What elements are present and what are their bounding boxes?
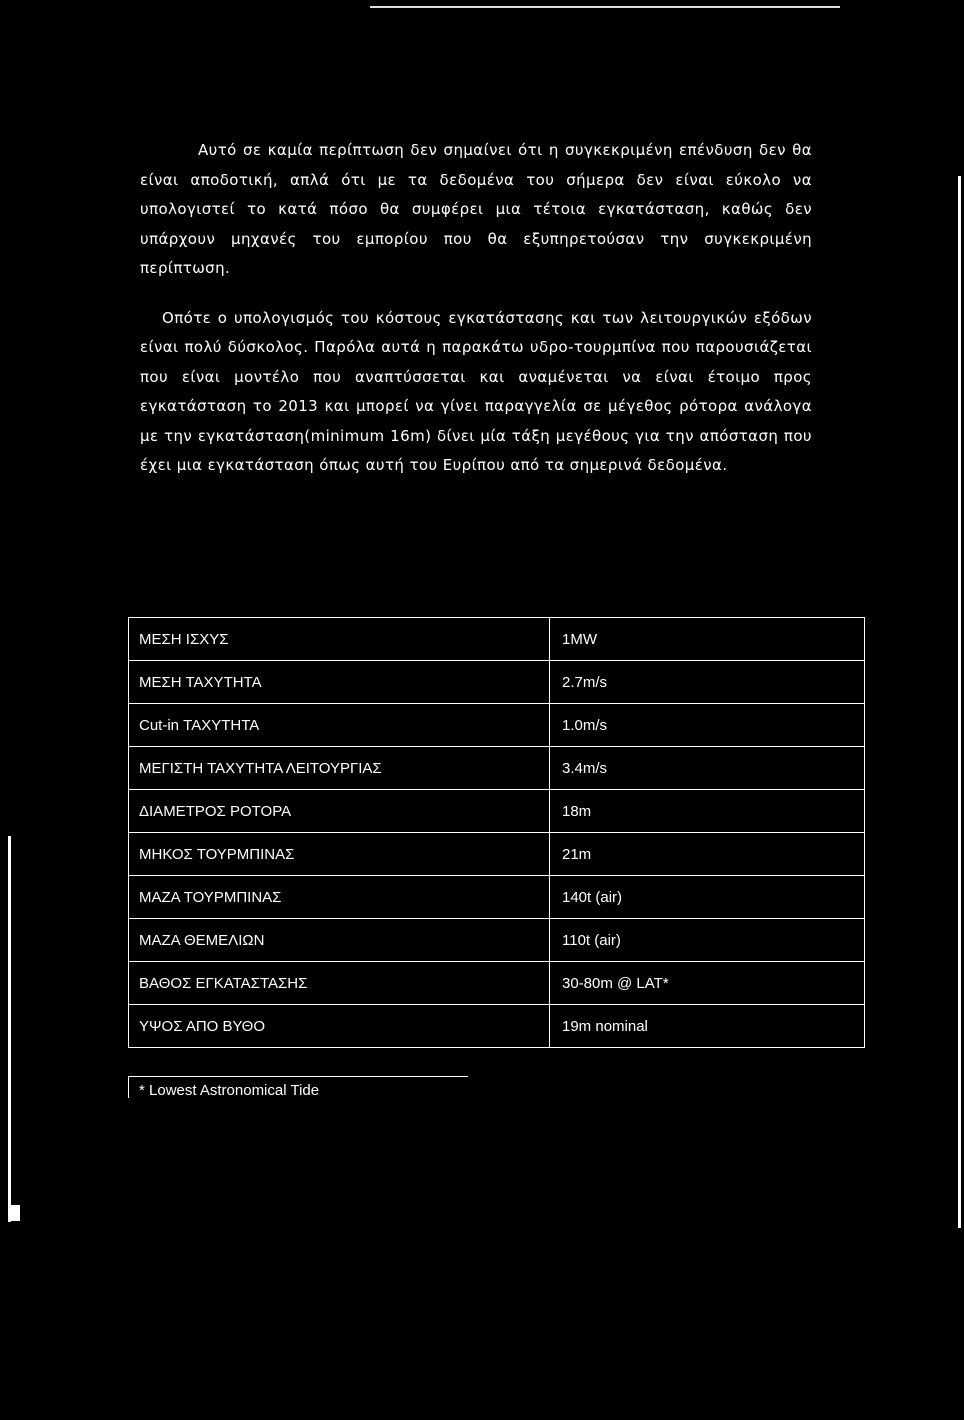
table-row xyxy=(129,747,865,790)
spec-value: 19m nominal xyxy=(550,1005,865,1048)
table-row xyxy=(129,919,865,962)
table-row xyxy=(129,618,865,661)
spec-value: 1MW xyxy=(550,618,865,661)
paragraph-1: Αυτό σε καμία περίπτωση δεν σημαίνει ότι η συγκεκριμένη επένδυση δεν θα είναι αποδοτική, απλά ότι με τα δεδομένα του σήμερα δεν είναι εύκολο να υπολογιστεί το κατά πόσο θα συμφέρει μια τέτοια εγκατάσταση, καθώς δεν υπάρχουν μηχανές του εμπορίου που θα εξυπηρετούσαν την συγκεκριμένη περίπτωση. xyxy=(140,141,812,277)
spec-value: 110t (air) xyxy=(550,919,865,962)
table-row xyxy=(129,790,865,833)
body-text xyxy=(140,136,812,481)
right-scan-edge xyxy=(958,176,961,1228)
top-rule xyxy=(370,6,840,8)
spec-label: ΥΨΟΣ ΑΠΟ ΒΥΘΟ xyxy=(129,1005,550,1048)
table-row xyxy=(129,704,865,747)
table-row xyxy=(129,833,865,876)
spec-label: ΜΕΣΗ ΤΑΧΥΤΗΤΑ xyxy=(129,661,550,704)
left-scan-edge xyxy=(8,836,11,1222)
turbine-spec-table xyxy=(128,617,865,1048)
paragraph-2: Οπότε ο υπολογισμός του κόστους εγκατάστασης και των λειτουργικών εξόδων είναι πολύ δύσκολος. Παρόλα αυτά η παρακάτω υδρο-τουρμπίνα που παρουσιάζεται που είναι μοντέλο που αναπτύσσεται και αναμένεται να είναι έτοιμο προς εγκατάσταση το 2013 και μπορεί να γίνει παραγγελία σε μέγεθος ρότορα ανάλογα με την εγκατάσταση(minimum 16m) δίνει μία τάξη μεγέθους για την απόσταση που έχει μια εγκατάσταση όπως αυτή του Ευρίπου από τα σημερινά δεδομένα. xyxy=(140,308,812,474)
table-row xyxy=(129,962,865,1005)
table-footnote: * Lowest Astronomical Tide xyxy=(128,1076,468,1098)
spec-label: ΜΑΖΑ ΤΟΥΡΜΠΙΝΑΣ xyxy=(129,876,550,919)
spec-value: 2.7m/s xyxy=(550,661,865,704)
table-row xyxy=(129,876,865,919)
spec-value: 140t (air) xyxy=(550,876,865,919)
spec-value: 1.0m/s xyxy=(550,704,865,747)
spec-label: ΜΑΖΑ ΘΕΜΕΛΙΩΝ xyxy=(129,919,550,962)
left-scan-edge-block xyxy=(8,1205,20,1221)
spec-label: ΒΑΘΟΣ ΕΓΚΑΤΑΣΤΑΣΗΣ xyxy=(129,962,550,1005)
spec-label: ΜΕΣΗ ΙΣΧΥΣ xyxy=(129,618,550,661)
spec-value: 3.4m/s xyxy=(550,747,865,790)
spec-label: ΜΕΓΙΣΤΗ ΤΑΧΥΤΗΤΑ ΛΕΙΤΟΥΡΓΙΑΣ xyxy=(129,747,550,790)
spec-value: 18m xyxy=(550,790,865,833)
spec-label: ΔΙΑΜΕΤΡΟΣ ΡΟΤΟΡΑ xyxy=(129,790,550,833)
table-row xyxy=(129,1005,865,1048)
spec-label: ΜΗΚΟΣ ΤΟΥΡΜΠΙΝΑΣ xyxy=(129,833,550,876)
spec-value: 30-80m @ LAT* xyxy=(550,962,865,1005)
spec-value: 21m xyxy=(550,833,865,876)
table-row xyxy=(129,661,865,704)
spec-label: Cut-in ΤΑΧΥΤΗΤΑ xyxy=(129,704,550,747)
